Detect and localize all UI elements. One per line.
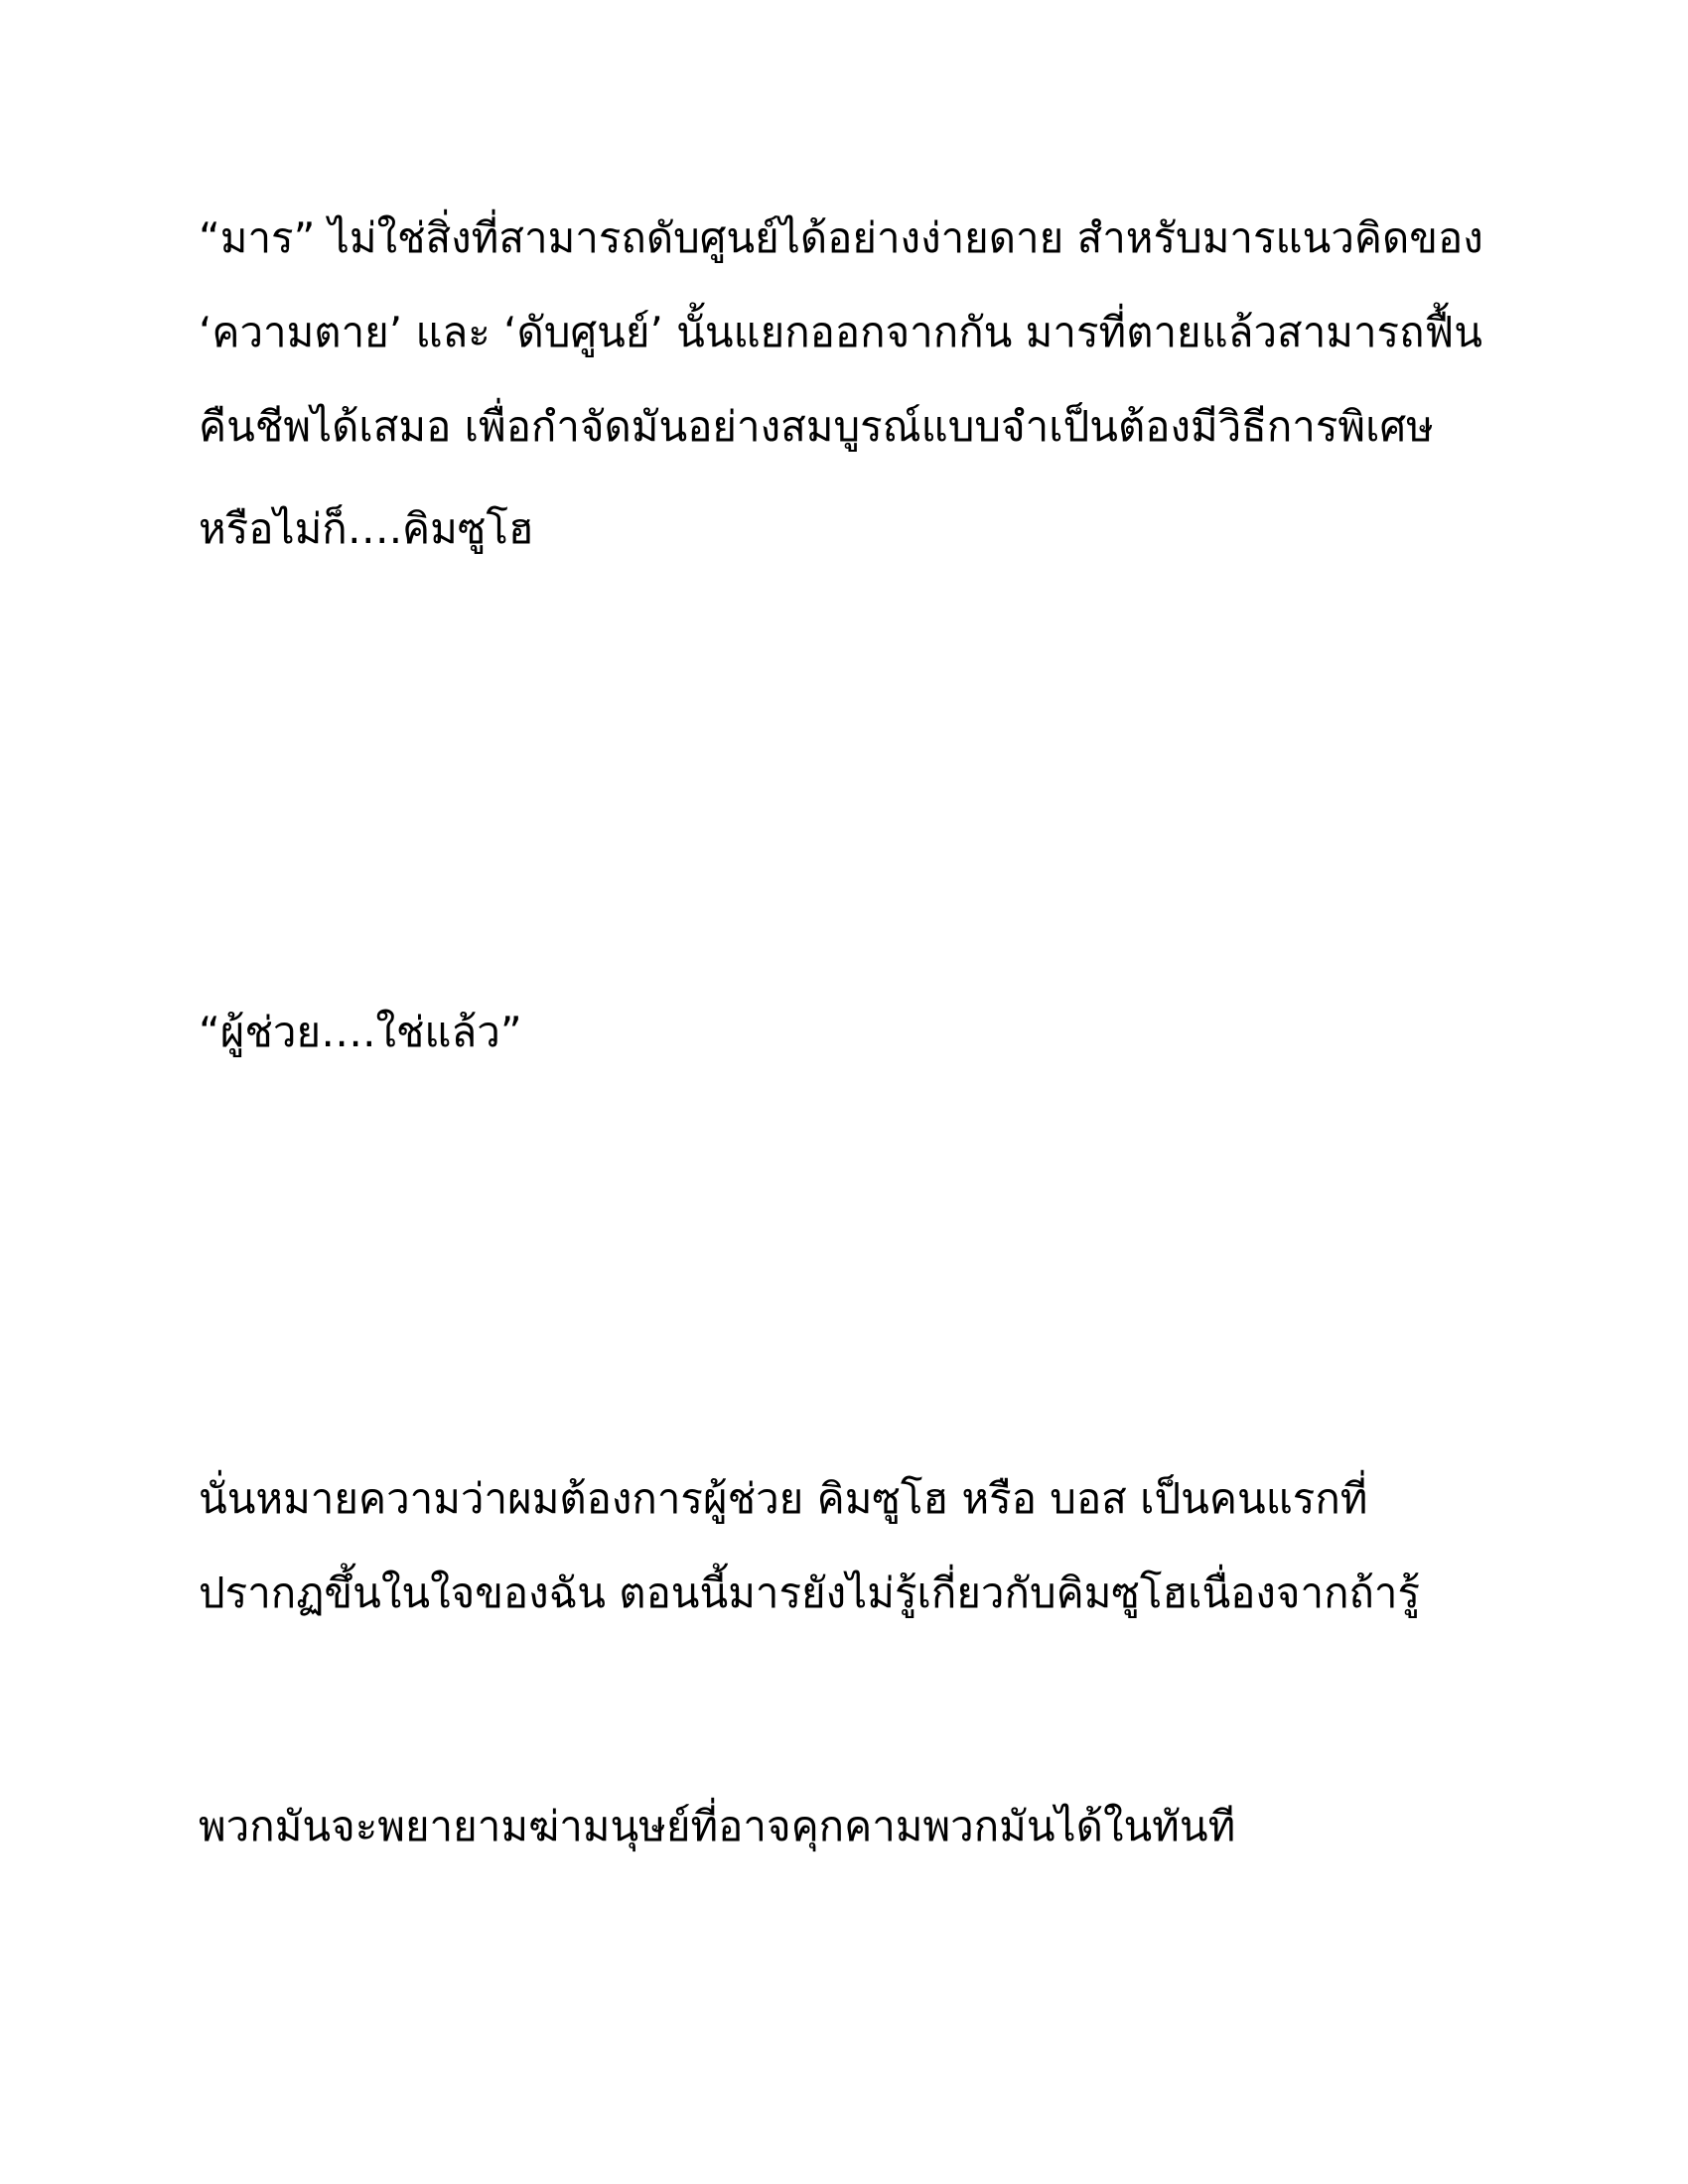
paragraph-2-line-1: “ผู้ช่วย….ใช่แล้ว” xyxy=(199,1008,522,1056)
paragraph-3-line-1: นั่นหมายความว่าผมต้องการผู้ช่วย คิมซูโฮ หรือ บอส เป็นคนแรกที่ xyxy=(199,1474,1368,1523)
paragraph-1-line-3: คืนชีพได้เสมอ เพื่อกำจัดมันอย่างสมบูรณ์แบบจำเป็นต้องมีวิธีการพิเศษ xyxy=(199,402,1434,451)
paragraph-3-line-2: ปรากฏขึ้นในใจของฉัน ตอนนี้มารยังไม่รู้เกี่ยวกับคิมซูโฮเนื่องจากถ้ารู้ xyxy=(199,1569,1421,1617)
paragraph-1-line-1: “มาร” ไม่ใช่สิ่งที่สามารถดับศูนย์ได้อย่างง่ายดาย สำหรับมารแนวคิดของ xyxy=(199,213,1483,262)
paragraph-1-line-2: ‘ความตาย’ และ ‘ดับศูนย์’ นั้นแยกออกจากกัน มารที่ตายแล้วสามารถฟื้น xyxy=(199,308,1482,356)
paragraph-4-line-1: พวกมันจะพยายามฆ่ามนุษย์ที่อาจคุกคามพวกมันได้ในทันที xyxy=(199,1802,1236,1850)
paragraph-1-line-4: หรือไม่ก็….คิมซูโฮ xyxy=(199,504,534,553)
